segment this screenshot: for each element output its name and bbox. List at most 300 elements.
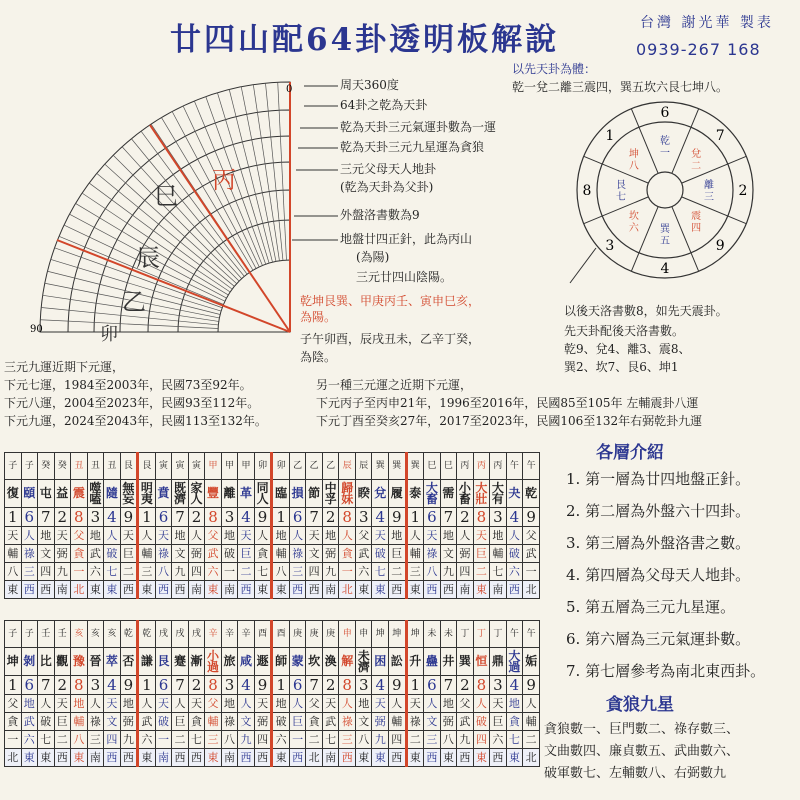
table-cell: 祿 <box>424 545 441 563</box>
table-cell: 四 <box>473 731 490 749</box>
table-cell: 七 <box>490 563 507 581</box>
table-cell: 2 <box>54 508 71 527</box>
table-cell: 輔 <box>71 713 88 731</box>
table-cell: 巨 <box>54 713 71 731</box>
table-cell: 震 <box>71 480 88 508</box>
table-cell: 四 <box>104 731 121 749</box>
table-cell: 7 <box>172 508 189 527</box>
table-cell: 弼 <box>372 713 389 731</box>
table-cell: 戌 <box>188 621 205 648</box>
alt-period-line: 下元丙子至丙申21年，1996至2016年，民國85至105年 左輔震卦八運 <box>316 396 699 410</box>
table-cell: 九 <box>54 563 71 581</box>
table-cell: 西 <box>490 749 507 767</box>
table-cell: 貪 <box>5 713 22 731</box>
table-cell: 武 <box>205 545 222 563</box>
label-yinyang: 三元廿四山陰陽。 <box>356 270 453 284</box>
table-cell: 2 <box>188 508 205 527</box>
table-cell: 升 <box>406 648 424 676</box>
table-cell: 貪 <box>506 713 523 731</box>
inner-number: 三 <box>704 192 714 203</box>
xiantian-intro: 以先天卦為體： <box>512 62 597 76</box>
table-cell: 二 <box>388 563 406 581</box>
table-cell: 需 <box>440 480 457 508</box>
table-cell: 西 <box>120 749 138 767</box>
table-cell: 天 <box>306 527 323 545</box>
table-cell: 人 <box>172 695 189 713</box>
table-cell: 貪 <box>71 545 88 563</box>
table-cell: 七 <box>254 563 272 581</box>
table-cell: 未濟 <box>355 648 372 676</box>
table-cell: 9 <box>388 508 406 527</box>
table-cell: 地 <box>221 527 238 545</box>
table-cell: 7 <box>306 676 323 695</box>
table-cell: 東 <box>406 581 424 599</box>
table-cell: 東 <box>138 749 156 767</box>
table-cell: 辛 <box>238 621 255 648</box>
table-cell: 漸 <box>188 648 205 676</box>
table-cell: 乙 <box>306 453 323 480</box>
label-zhoutian: 周天360度 <box>340 78 399 92</box>
table-cell: 弼 <box>440 713 457 731</box>
table-cell: 剝 <box>21 648 38 676</box>
table-cell: 1 <box>138 508 156 527</box>
table-cell: 2 <box>54 676 71 695</box>
mountain-glyph: 丙 <box>212 166 236 194</box>
table-cell: 三 <box>138 563 156 581</box>
table-cell: 睽 <box>355 480 372 508</box>
table-cell: 巨 <box>120 545 138 563</box>
table-cell: 庚 <box>322 621 339 648</box>
table-cell: 丙 <box>473 453 490 480</box>
table-cell: 丙 <box>457 453 474 480</box>
table-cell: 弼 <box>457 545 474 563</box>
table-cell: 九 <box>238 731 255 749</box>
table-cell: 東 <box>355 581 372 599</box>
table-cell: 地 <box>506 695 523 713</box>
table-cell: 庚 <box>306 621 323 648</box>
table-row <box>5 508 540 527</box>
table-cell: 西 <box>424 749 441 767</box>
table-cell: 地 <box>490 527 507 545</box>
table-cell: 午 <box>506 453 523 480</box>
table-cell: 貪 <box>306 713 323 731</box>
table-cell: 癸 <box>54 453 71 480</box>
table-cell: 3 <box>87 508 104 527</box>
table-cell: 破 <box>38 713 55 731</box>
table-cell: 輔 <box>406 545 424 563</box>
table-cell: 1 <box>406 508 424 527</box>
period-line: 下元八運，2004至2023年，民國93至112年。 <box>4 396 260 410</box>
table-cell: 文 <box>306 545 323 563</box>
table-cell: 蒙 <box>289 648 306 676</box>
table-cell: 北 <box>71 581 88 599</box>
table-row <box>5 563 540 581</box>
mountain-glyph: 卯 <box>100 324 118 345</box>
table-cell: 人 <box>238 695 255 713</box>
table-cell: 1 <box>138 676 156 695</box>
table-cell: 訟 <box>388 648 406 676</box>
table-cell: 一 <box>71 563 88 581</box>
table-cell: 乙 <box>322 453 339 480</box>
table-cell: 巨 <box>490 713 507 731</box>
table-cell: 節 <box>306 480 323 508</box>
label-fumu-note: (乾為天卦為父卦) <box>340 180 434 194</box>
table-cell: 西 <box>155 581 172 599</box>
table-cell: 3 <box>221 676 238 695</box>
table-cell: 人 <box>473 695 490 713</box>
fan-diagram <box>0 70 310 350</box>
table-cell: 地 <box>272 695 290 713</box>
table-cell: 巨 <box>238 545 255 563</box>
table-cell: 七 <box>506 731 523 749</box>
table-cell: 父 <box>205 527 222 545</box>
table-cell: 1 <box>406 676 424 695</box>
table-cell: 坤 <box>388 621 406 648</box>
table-cell: 西 <box>506 581 523 599</box>
xiantian-order: 乾一兌二離三震四，巽五坎六艮七坤八。 <box>512 80 729 94</box>
table-cell: 破 <box>473 713 490 731</box>
table-cell: 旅 <box>221 648 238 676</box>
table-cell: 三 <box>406 563 424 581</box>
table-cell: 九 <box>372 731 389 749</box>
table-cell: 地 <box>172 527 189 545</box>
table-cell: 卯 <box>254 453 272 480</box>
table-cell: 丙 <box>490 453 507 480</box>
table-cell: 二 <box>306 731 323 749</box>
table-cell: 西 <box>172 581 189 599</box>
inner-number: 七 <box>616 192 626 203</box>
layer-item: 4. 第四層為父母天人地卦。 <box>566 566 751 584</box>
degree-label: 0 <box>286 84 293 95</box>
table-row <box>5 581 540 599</box>
period-heading: 三元九運近期下元運， <box>4 360 125 374</box>
pairing-values-1: 乾9、兌4、離3、震8、 <box>564 342 691 356</box>
table-cell: 9 <box>254 676 272 695</box>
fan-spoke <box>241 87 276 262</box>
outer-number: 4 <box>660 261 670 277</box>
table-cell: 天 <box>54 527 71 545</box>
table-cell: 西 <box>424 581 441 599</box>
table-cell: 2 <box>322 676 339 695</box>
table-cell: 父 <box>457 695 474 713</box>
label-jiuxing: 乾為天卦三元九星運為貪狼 <box>340 140 485 154</box>
table-cell: 6 <box>21 508 38 527</box>
table-cell: 4 <box>506 508 523 527</box>
table-cell: 艮 <box>155 648 172 676</box>
table-row <box>5 713 540 731</box>
table-cell: 文 <box>424 713 441 731</box>
table-cell: 西 <box>388 581 406 599</box>
table-cell: 北 <box>306 749 323 767</box>
table-cell: 天 <box>424 527 441 545</box>
label-fumu: 三元父母天人地卦 <box>340 162 437 176</box>
table-cell: 乾 <box>138 621 156 648</box>
table-cell: 申 <box>339 621 356 648</box>
table-cell: 三 <box>205 731 222 749</box>
table-cell: 大畜 <box>424 480 441 508</box>
table-row <box>5 527 540 545</box>
table-cell: 一 <box>289 731 306 749</box>
table-cell: 六 <box>205 563 222 581</box>
table-cell: 二 <box>172 731 189 749</box>
table-cell: 巳 <box>424 453 441 480</box>
table-cell: 離 <box>221 480 238 508</box>
table-cell: 南 <box>54 581 71 599</box>
table-cell: 丑 <box>87 453 104 480</box>
table-cell: 武 <box>322 713 339 731</box>
table-cell: 東 <box>138 581 156 599</box>
layers-list <box>566 468 765 692</box>
period-line: 下元七運，1984至2003年，民國73至92年。 <box>4 378 252 392</box>
table-cell: 壬 <box>54 621 71 648</box>
table-cell: 咸 <box>238 648 255 676</box>
alt-period-heading: 另一種三元運之近期下元運， <box>316 378 473 392</box>
pairing-values-2: 巽2、坎7、艮6、坤1 <box>564 360 679 374</box>
table-cell: 南 <box>457 581 474 599</box>
table-cell: 二 <box>120 563 138 581</box>
table-cell: 父 <box>306 695 323 713</box>
table-cell: 巨 <box>473 545 490 563</box>
table-cell: 文 <box>38 545 55 563</box>
table-cell: 東 <box>71 749 88 767</box>
table-cell: 九 <box>120 731 138 749</box>
table-cell: 人 <box>424 695 441 713</box>
table-cell: 東 <box>38 749 55 767</box>
table-cell: 人 <box>254 527 272 545</box>
inner-number: 二 <box>691 160 702 172</box>
table-cell: 八 <box>272 563 290 581</box>
table-cell: 4 <box>238 508 255 527</box>
table-row <box>5 749 540 767</box>
table-cell: 6 <box>424 508 441 527</box>
table-cell: 北 <box>523 581 540 599</box>
table-cell: 輔 <box>388 713 406 731</box>
table-row <box>5 545 540 563</box>
table-cell: 泰 <box>406 480 424 508</box>
table-cell: 同人 <box>254 480 272 508</box>
table-cell: 西 <box>388 749 406 767</box>
table-cell: 復 <box>5 480 22 508</box>
table-cell: 九 <box>172 563 189 581</box>
table-cell: 丁 <box>457 621 474 648</box>
table-cell: 天 <box>5 527 22 545</box>
table-cell: 天 <box>372 527 389 545</box>
table-cell: 弼 <box>54 545 71 563</box>
table-cell: 8 <box>71 676 88 695</box>
table-cell: 2 <box>188 676 205 695</box>
table-cell: 破 <box>506 545 523 563</box>
table-cell: 地 <box>322 527 339 545</box>
table-cell: 二 <box>523 731 540 749</box>
table-cell: 人 <box>87 695 104 713</box>
table-cell: 人 <box>339 695 356 713</box>
table-cell: 東 <box>21 749 38 767</box>
table-cell: 鼎 <box>490 648 507 676</box>
outer-number: 9 <box>715 238 725 255</box>
table-cell: 遯 <box>254 648 272 676</box>
table-cell: 革 <box>238 480 255 508</box>
table-cell: 2 <box>457 508 474 527</box>
table-cell: 西 <box>38 581 55 599</box>
table-cell: 天 <box>490 695 507 713</box>
table-cell: 天 <box>54 695 71 713</box>
yin-note-line1: 子午卯酉，辰戌丑未，乙辛丁癸， <box>300 332 481 346</box>
hexagram-table-bottom <box>4 620 540 767</box>
table-cell: 7 <box>38 676 55 695</box>
inner-number: 八 <box>628 160 639 172</box>
table-cell: 丑 <box>104 453 121 480</box>
inner-trigram: 坤 <box>628 148 639 160</box>
inner-trigram: 兌 <box>691 148 702 160</box>
table-cell: 9 <box>523 676 540 695</box>
table-cell: 4 <box>104 508 121 527</box>
table-cell: 文 <box>104 713 121 731</box>
table-cell: 地 <box>440 527 457 545</box>
layer-item: 3. 第三層為外盤洛書之數。 <box>566 534 751 552</box>
table-cell: 南 <box>322 581 339 599</box>
table-cell: 天 <box>372 695 389 713</box>
table-cell: 辰 <box>355 453 372 480</box>
table-cell: 寅 <box>172 453 189 480</box>
table-cell: 西 <box>306 581 323 599</box>
fan-spoke <box>40 320 218 329</box>
yin-note-line2: 為陰。 <box>300 350 337 364</box>
table-cell: 井 <box>440 648 457 676</box>
inner-trigram: 坎 <box>628 211 639 223</box>
table-cell: 祿 <box>339 713 356 731</box>
label-yang: (為陽) <box>356 250 390 264</box>
table-cell: 西 <box>457 749 474 767</box>
table-cell: 西 <box>120 581 138 599</box>
table-cell: 北 <box>339 581 356 599</box>
table-cell: 人 <box>138 695 156 713</box>
table-cell: 寅 <box>188 453 205 480</box>
table-cell: 輔 <box>5 545 22 563</box>
table-cell: 八 <box>71 731 88 749</box>
table-cell: 大過 <box>506 648 523 676</box>
layer-item: 6. 第六層為三元氣運卦數。 <box>566 630 751 648</box>
table-cell: 卯 <box>272 453 290 480</box>
stars-line: 破軍數七、左輔數八、右弼數九 <box>544 766 727 781</box>
table-cell: 巽 <box>406 453 424 480</box>
label-hexagram: 64卦之乾為天卦 <box>340 98 428 112</box>
table-cell: 地 <box>221 695 238 713</box>
author-credit: 台灣 謝光華 製表 <box>640 15 774 31</box>
table-cell: 祿 <box>155 545 172 563</box>
table-cell: 弼 <box>120 713 138 731</box>
table-cell: 破 <box>155 713 172 731</box>
label-dipan: 地盤廿四正針，此為丙山 <box>340 232 473 246</box>
table-cell: 祿 <box>406 713 424 731</box>
table-cell: 9 <box>523 508 540 527</box>
table-cell: 人 <box>104 527 121 545</box>
table-cell: 東 <box>104 581 121 599</box>
table-cell: 豐 <box>205 480 222 508</box>
layer-item: 1. 第一層為廿四地盤正針。 <box>566 470 751 488</box>
table-cell: 七 <box>38 731 55 749</box>
table-cell: 文 <box>440 545 457 563</box>
table-cell: 東 <box>406 749 424 767</box>
table-cell: 大壯 <box>473 480 490 508</box>
table-cell: 弼 <box>322 545 339 563</box>
degree-label: 90 <box>30 324 43 335</box>
table-cell: 家人 <box>188 480 205 508</box>
table-cell: 天 <box>406 695 424 713</box>
table-cell: 南 <box>87 749 104 767</box>
table-cell: 一 <box>523 563 540 581</box>
table-cell: 西 <box>54 749 71 767</box>
table-cell: 武 <box>87 545 104 563</box>
table-cell: 六 <box>272 731 290 749</box>
table-cell: 6 <box>424 676 441 695</box>
table-cell: 3 <box>87 676 104 695</box>
table-cell: 比 <box>38 648 55 676</box>
table-cell: 東 <box>87 581 104 599</box>
table-cell: 既濟 <box>172 480 189 508</box>
table-cell: 貪 <box>188 713 205 731</box>
table-cell: 西 <box>289 581 306 599</box>
table-cell: 輔 <box>523 713 540 731</box>
inner-number: 四 <box>691 223 702 235</box>
table-cell: 晉 <box>87 648 104 676</box>
table-cell: 辛 <box>205 621 222 648</box>
table-cell: 3 <box>355 508 372 527</box>
table-cell: 七 <box>372 563 389 581</box>
table-cell: 八 <box>440 731 457 749</box>
table-cell: 六 <box>506 563 523 581</box>
table-cell: 八 <box>221 731 238 749</box>
table-cell: 六 <box>138 731 156 749</box>
table-cell: 祿 <box>289 545 306 563</box>
table-cell: 弼 <box>254 713 272 731</box>
table-cell: 八 <box>355 731 372 749</box>
table-cell: 萃 <box>104 648 121 676</box>
stars-line: 貪狼數一、巨門數二、祿存數三、 <box>544 722 740 737</box>
table-cell: 4 <box>372 676 389 695</box>
table-cell: 武 <box>457 713 474 731</box>
table-cell: 西 <box>238 581 255 599</box>
table-cell: 丁 <box>490 621 507 648</box>
table-cell: 武 <box>138 713 156 731</box>
inner-trigram: 震 <box>691 211 702 223</box>
table-cell: 人 <box>289 695 306 713</box>
table-row <box>5 695 540 713</box>
table-cell: 否 <box>120 648 138 676</box>
table-cell: 渙 <box>322 648 339 676</box>
table-cell: 天 <box>254 695 272 713</box>
table-cell: 丁 <box>473 621 490 648</box>
table-cell: 弼 <box>188 545 205 563</box>
table-cell: 地 <box>388 527 406 545</box>
label-qiyun: 乾為天卦三元氣運卦數為一運 <box>340 120 497 134</box>
table-cell: 一 <box>155 731 172 749</box>
table-cell: 明夷 <box>138 480 156 508</box>
inner-number: 五 <box>660 236 670 247</box>
inner-trigram: 乾 <box>660 136 670 147</box>
table-cell: 七 <box>104 563 121 581</box>
label-luoshu: 外盤洛書數為9 <box>340 208 420 222</box>
table-cell: 履 <box>388 480 406 508</box>
table-cell: 2 <box>457 676 474 695</box>
yang-note-line1: 乾坤艮巽、甲庚丙壬、寅申巳亥， <box>300 294 481 308</box>
outer-number: 1 <box>605 127 615 144</box>
table-cell: 屯 <box>38 480 55 508</box>
table-cell: 地 <box>38 527 55 545</box>
layer-item: 2. 第二層為外盤六十四卦。 <box>566 502 751 520</box>
table-cell: 人 <box>21 527 38 545</box>
table-cell: 8 <box>205 508 222 527</box>
table-cell: 文 <box>238 713 255 731</box>
